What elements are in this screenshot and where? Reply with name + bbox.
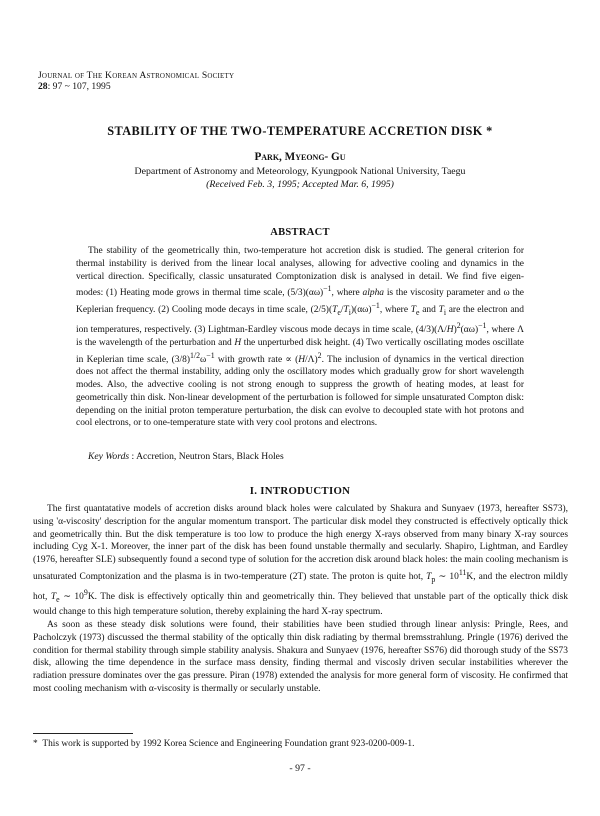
footnote-rule (33, 733, 133, 734)
paper-title: STABILITY OF THE TWO-TEMPERATURE ACCRETION DISK * (107, 124, 493, 138)
journal-volume: 28 (38, 81, 48, 92)
received-dates: (Received Feb. 3, 1995; Accepted Mar. 6, 1995) (206, 179, 394, 190)
key-words-list: : Accretion, Neutron Stars, Black Holes (131, 451, 284, 462)
abstract-text: The stability of the geometrically thin, two-temperature hot accretion disk is studied. The general criterion for thermal instability is derived from the linear local analyses, allowing for advective cooling and dynamics in the vertical direction. Specifically, classic unsaturated Comptonization disk is analysed in detail. We find five eigen-modes: (1) Heating mode grows in thermal time scale, $(5/3)(\alpha\omega)^{-1}$, where alpha is the viscosity parameter and ω the Keplerian frequency. (2) Cooling mode decays in time scale, $(2/5)(T_e/T_i)(\alpha\omega)^{-1}$, where $T_e$ and $T_i$ are the electron and ion temperatures, respectively. (3) Lightman-Eardley viscous mode decays in time scale, $(4/3)(\Lambda/H)^2(\alpha\omega)^{-1}$, where Λ is the wavelength of the perturbation and H the unperturbed disk height. (4) Two vertically oscillating modes oscillate in Keplerian time scale, $(3/8)^{1/2}\omega^{-1}$ with growth rate ∝ $(H/\Lambda)^2$. The inclusion of dynamics in the vertical direction does not affect the thermal instability, adding only the oscillatory modes which gradually grow for short wavelength modes. Also, the advective cooling is not strong enough to suppress the growth of heating modes, at least for geometrically thin disk. Non-linear development of the perturbation is followed for simple unsaturated Compton disk: depending on the initial proton temperature perturbation, the disk can evolve to decoupled state with hot protons and cool electrons, or to one-temperature state with very cool protons and electrons. (76, 246, 525, 429)
key-words-label: Key Words (88, 451, 130, 462)
journal-pages: : 97 ~ 107, 1995 (47, 81, 111, 92)
footnote (33, 739, 568, 749)
journal-name: Journal of The Korean Astronomical Society (38, 70, 235, 81)
section-heading-introduction: I. INTRODUCTION (249, 485, 351, 497)
footnote-mark: * (33, 739, 38, 749)
abstract-heading: ABSTRACT (270, 227, 330, 238)
paragraph: The first quantatative models of accretion disks around black holes were calculated by Shakura and Sunyaev (1973, hereafter SS73), using 'α-viscosity' description for the angular momentum transport. The particular disk model they constructed is effectively optically thick and geometrically thin. But the disk temperature is too low to produce the high energy X-rays observed from many binary X-ray sources including Cyg X-1. Moreover, the inner part of the disk has been found unstable thermally and secularly. Shapiro, Lightman, and Eardley (1976, hereafter SLE) subsequently found a second type of solution for the accretion disk around black holes: the main cooling mechanism is unsaturated Comptonization and the plasma is in two-temperature (2T) state. The proton is quite hot, $T_p$ ∼ $10^{11}K$, and the electron mildly hot, $T_e$ ∼ $10^9K$. The disk is effectively optically thin and geometrically thin. They believed that unstable part of the optically thick disk would change to this high temperature solution, thereby explaining the hard X-ray spectrum. (33, 504, 568, 618)
journal-volume-line (38, 81, 234, 92)
affiliation: Department of Astronomy and Meteorology, Kyungpook National University, Taegu (134, 166, 466, 177)
page-number: - 97 - (289, 763, 311, 774)
author: Park, Myeong- Gu (254, 151, 346, 163)
paragraph: As soon as these steady disk solutions were found, their stabilities have been studied through linear anlysis: Pringle, Rees, and Pacholczyk (1973) discussed the thermal stability of the optically thin disk radiating by thermal bremsstrahlung. Pringle (1976) derived the condition for thermal stability through simple stability analysis. Shakura and Sunyaev (1976, hereafter SS76) did thorough study of the SS73 disk, allowing the time dependence in the surface mass density, finding thermal and viscosly driven secular instabilities wherever the radiation pressure dominates over the gas pressure. Piran (1978) extended the analysis for more general form of viscosity. He confirmed that most cooling mechanism with α-viscosity is thermally or secularly unstable. (33, 620, 568, 694)
key-words (88, 451, 528, 462)
journal-header (38, 70, 234, 92)
introduction-text (33, 503, 568, 696)
footnote-text: This work is supported by 1992 Korea Science and Engineering Foundation grant 923-0200-009-1. (42, 739, 415, 749)
